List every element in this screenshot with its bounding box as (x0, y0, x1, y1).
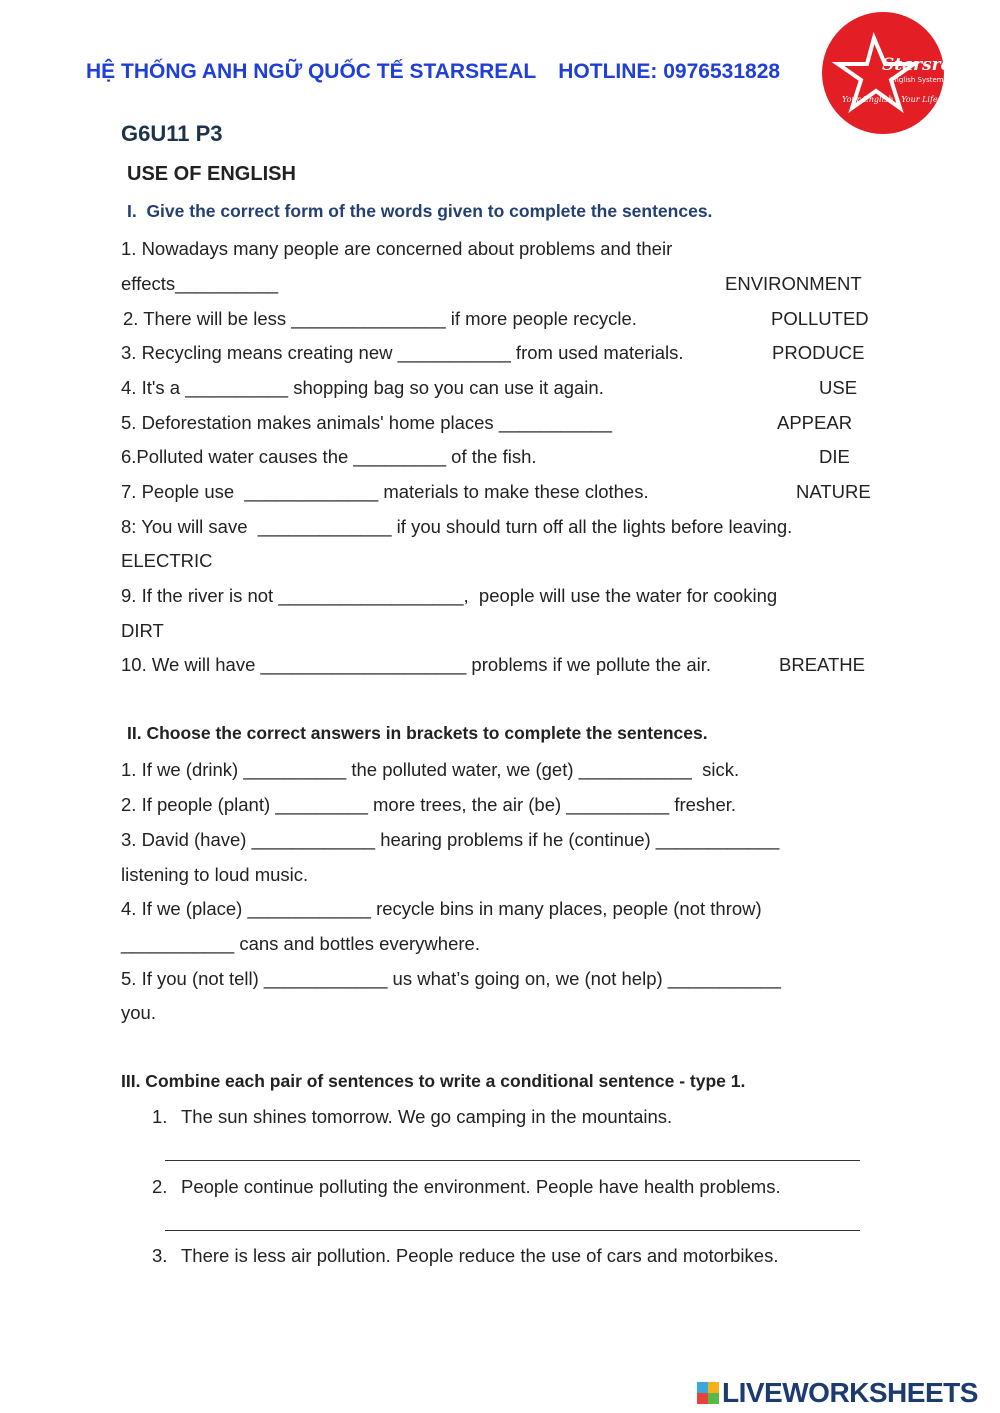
s1-line-3: 2. There will be less _______________ if more people recycle. (123, 308, 637, 329)
starsreal-logo (822, 12, 969, 134)
s2-line-4: listening to loud music. (121, 864, 309, 885)
s1-word-1: ENVIRONMENT (725, 273, 862, 294)
hotline: HOTLINE: 0976531828 (558, 60, 781, 83)
section2-title: II. Choose the correct answers in brackets to complete the sentences. (127, 723, 708, 743)
s2-line-2: 2. If people (plant) _________ more trees, the air (be) __________ fresher. (121, 794, 737, 815)
page-subtitle: USE OF ENGLISH (127, 163, 296, 185)
s1-line-4: 3. Recycling means creating new ___________ from used materials. (121, 342, 684, 363)
s2-line-3: 3. David (have) ____________ hearing problems if he (continue) ____________ (121, 829, 780, 850)
liveworksheets-logo-icon (697, 1382, 719, 1404)
answer-line-1[interactable] (165, 1160, 860, 1161)
s1-line-13: 10. We will have ____________________ problems if we pollute the air. (121, 654, 712, 675)
section1-title: I. Give the correct form of the words given to complete the sentences. (127, 201, 713, 221)
s1-line-12: DIRT (121, 620, 164, 641)
s2-line-5: 4. If we (place) ____________ recycle bins in many places, people (not throw) (121, 898, 762, 919)
s3-num-2: 2. (152, 1176, 168, 1197)
s2-line-8: you. (121, 1002, 156, 1023)
s2-line-6: ___________ cans and bottles everywhere. (121, 933, 480, 954)
s2-line-7: 5. If you (not tell) ____________ us what’s going on, we (not help) ___________ (121, 968, 781, 989)
s3-text-2: People continue polluting the environment. People have health problems. (181, 1176, 781, 1197)
s1-line-5: 4. It's a __________ shopping bag so you can use it again. (121, 377, 604, 398)
s1-word-4: USE (819, 377, 858, 398)
s3-num-1: 1. (152, 1106, 168, 1127)
s1-line-9: 8: You will save _____________ if you should turn off all the lights before leaving. (121, 516, 793, 537)
s3-text-3: There is less air pollution. People reduce the use of cars and motorbikes. (181, 1245, 779, 1266)
s3-text-1: The sun shines tomorrow. We go camping in the mountains. (181, 1106, 673, 1127)
s1-line-2: effects__________ (121, 273, 279, 294)
logo-name: Starsreal (882, 55, 969, 75)
s1-word-2: POLLUTED (771, 308, 869, 329)
s3-num-3: 3. (152, 1245, 168, 1266)
section3-title: III. Combine each pair of sentences to write a conditional sentence - type 1. (121, 1071, 746, 1091)
school-name: HỆ THỐNG ANH NGỮ QUỐC TẾ STARSREAL (86, 60, 537, 83)
s1-line-6: 5. Deforestation makes animals' home places ___________ (121, 412, 612, 433)
school-header (86, 60, 780, 84)
answer-line-2[interactable] (165, 1230, 860, 1231)
s1-line-8: 7. People use _____________ materials to make these clothes. (121, 481, 649, 502)
s1-line-10: ELECTRIC (121, 550, 213, 571)
s1-word-8: BREATHE (779, 654, 866, 675)
s1-word-3: PRODUCE (772, 342, 865, 363)
liveworksheets-footer (697, 1377, 978, 1409)
s1-word-7: NATURE (796, 481, 871, 502)
s1-line-11: 9. If the river is not __________________, people will use the water for cooking (121, 585, 778, 606)
s1-word-6: DIE (819, 446, 850, 467)
worksheet-code: G6U11 P3 (121, 121, 223, 146)
logo-slogan: Your English - Your Life (842, 95, 938, 104)
s1-line-1: 1. Nowadays many people are concerned about problems and their (121, 238, 673, 259)
liveworksheets-brand: LIVEWORKSHEETS (722, 1377, 978, 1408)
s1-line-7: 6.Polluted water causes the _________ of the fish. (121, 446, 537, 467)
s2-line-1: 1. If we (drink) __________ the polluted water, we (get) ___________ sick. (121, 759, 740, 780)
star-logo-icon (822, 12, 969, 134)
logo-sub: English System (890, 76, 944, 84)
s1-word-5: APPEAR (777, 412, 853, 433)
